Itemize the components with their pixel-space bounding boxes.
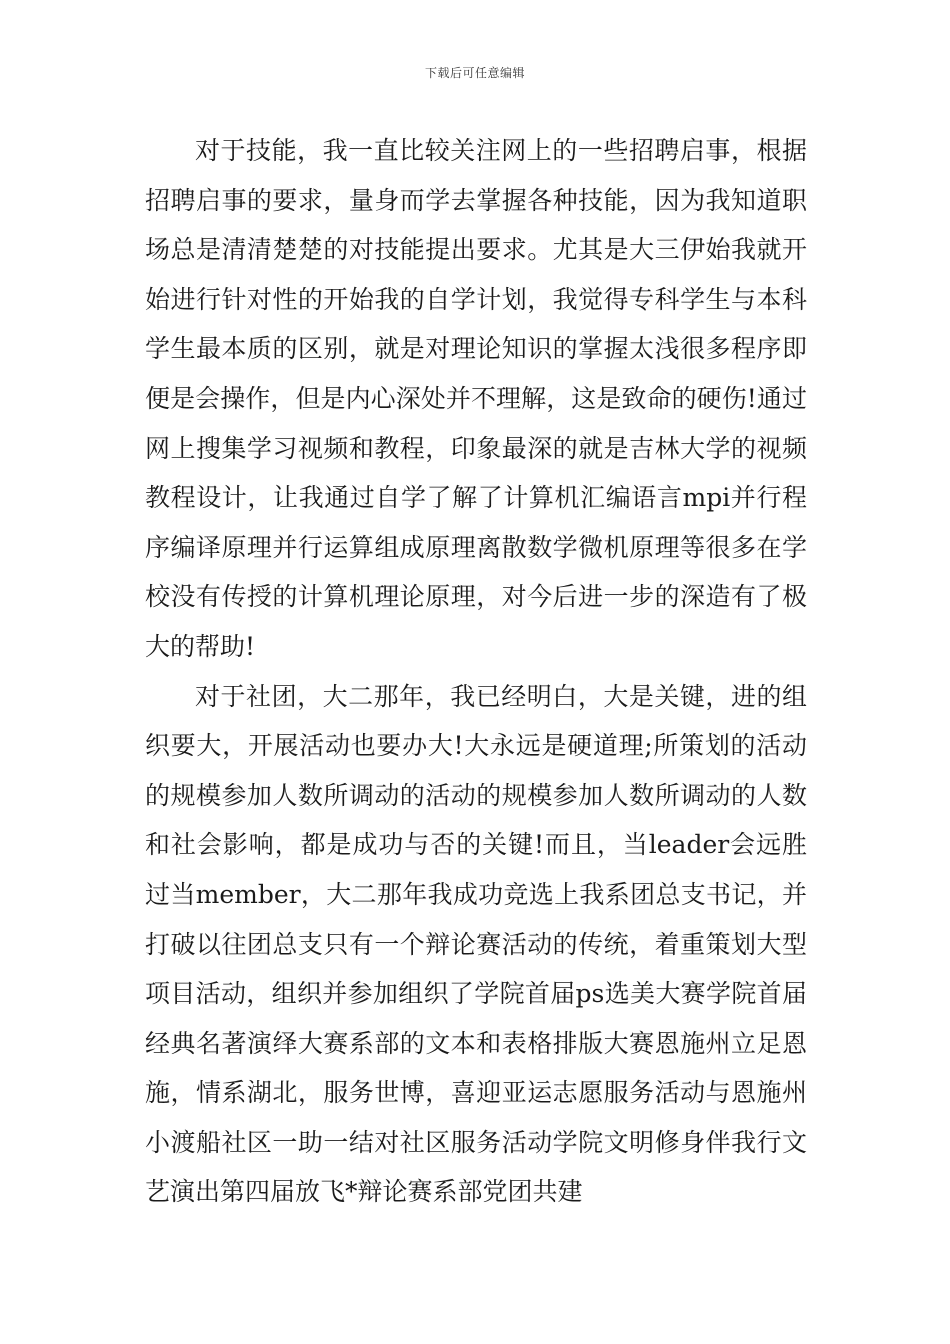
document-body [145,126,807,1217]
header-note: 下载后可任意编辑 [424,66,525,80]
paragraph-skills: 对于技能，我一直比较关注网上的一些招聘启事，根据招聘启事的要求，量身而学去掌握各种技能，因为我知道职场总是清清楚楚的对技能提出要求。尤其是大三伊始我就开始进行针对性的开始我的自学计划，我觉得专科学生与本科学生最本质的区别，就是对理论知识的掌握太浅很多程序即便是会操作，但是内心深处并不理解，这是致命的硬伤!通过网上搜集学习视频和教程，印象最深的就是吉林大学的视频教程设计，让我通过自学了解了计算机汇编语言mpi并行程序编译原理并行运算组成原理离散数学微机原理等很多在学校没有传授的计算机理论原理，对今后进一步的深造有了极大的帮助! [145,136,807,661]
paragraph-clubs: 对于社团，大二那年，我已经明白，大是关键，进的组织要大，开展活动也要办大!大永远是硬道理;所策划的活动的规模参加人数所调动的活动的规模参加人数所调动的人数和社会影响，都是成功与否的关键!而且，当leader会远胜过当member，大二那年我成功竞选上我系团总支书记，并打破以往团总支只有一个辩论赛活动的传统，着重策划大型项目活动，组织并参加组织了学院首届ps选美大赛学院首届经典名著演绎大赛系部的文本和表格排版大赛恩施州立足恩施，情系湖北，服务世博，喜迎亚运志愿服务活动与恩施州小渡船社区一助一结对社区服务活动学院文明修身伴我行文艺演出第四届放飞*辩论赛系部党团共建 [145,681,807,1207]
